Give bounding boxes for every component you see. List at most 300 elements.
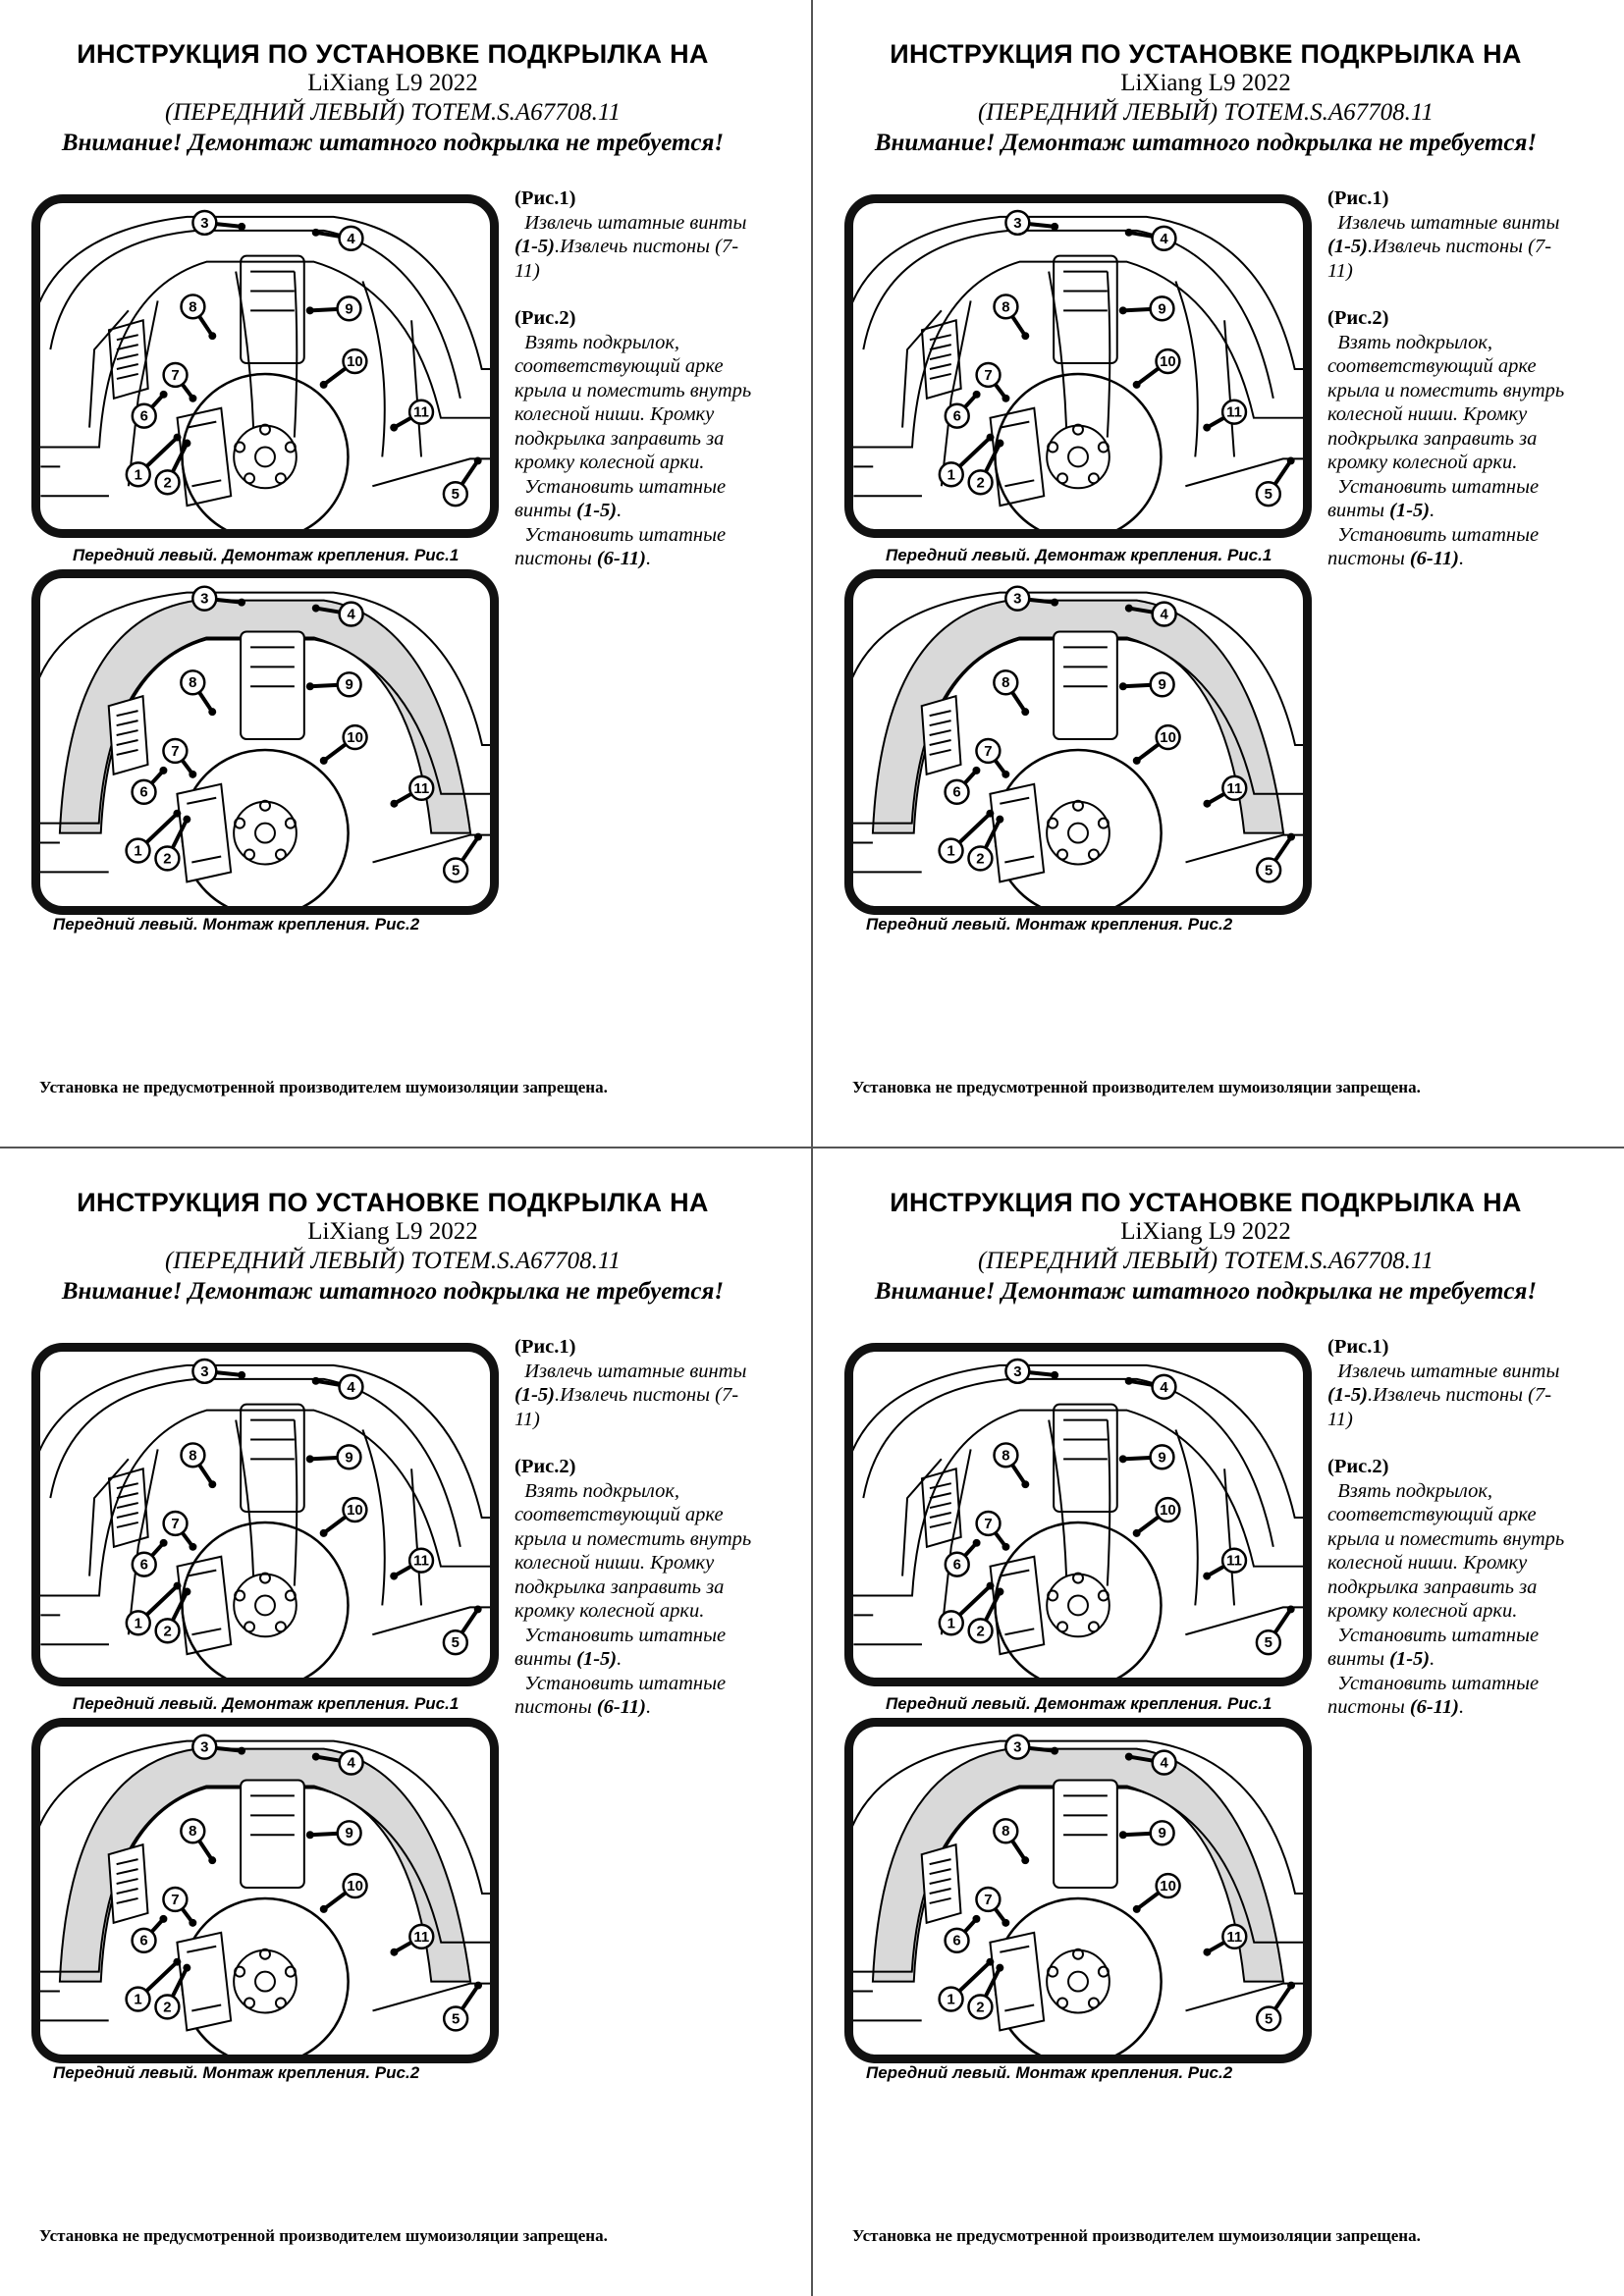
step1-line2: .Извлечь пистоны (7-: [554, 236, 739, 257]
callout-number: 1: [134, 1991, 142, 2008]
step2-line5: подкрылка заправить за: [514, 427, 725, 450]
callout-arrowhead: [208, 708, 216, 716]
callout-number: 9: [345, 301, 353, 318]
callout-number: 9: [1158, 676, 1166, 694]
callout-number: 6: [952, 1557, 961, 1574]
callout-number: 3: [1013, 1363, 1022, 1380]
callout-number: 2: [163, 1624, 172, 1640]
step1-line3: 11): [1327, 259, 1353, 282]
step2-line3: крыла и поместить внутрь: [514, 379, 752, 401]
step2-line1: Взять подкрылок,: [524, 331, 680, 353]
callout-arrowhead: [972, 767, 980, 774]
callout-arrowhead: [1133, 757, 1141, 765]
callout-arrowhead: [238, 599, 245, 607]
step3-line2: винты: [1327, 500, 1390, 521]
callout-arrowhead: [160, 391, 168, 399]
step4-line1: Установить штатные: [524, 1672, 727, 1694]
callout-number: 4: [1160, 1754, 1168, 1772]
wheel-arch-diagram-2: [40, 1727, 490, 2055]
step4-period: .: [645, 1696, 652, 1718]
callout-arrowhead: [997, 440, 1004, 448]
wheel-arch-diagram-1: [40, 1352, 490, 1678]
car-model: LiXiang L9 2022: [1120, 1218, 1291, 1245]
callout-arrowhead: [1203, 800, 1211, 808]
callout-number: 7: [984, 1516, 993, 1532]
callout-arrowhead: [986, 1958, 994, 1966]
footer-notice: Установка не предусмотренной производителем шумоизоляции запрещена.: [39, 1078, 608, 1096]
fig1-label: (Рис.1): [1327, 1336, 1389, 1358]
callout-number: 1: [947, 467, 955, 484]
step2-line6: кромку колесной арки.: [514, 1600, 705, 1622]
step4-period: .: [1458, 548, 1465, 569]
step1-line2: .Извлечь пистоны (7-: [1367, 236, 1552, 257]
callout-number: 11: [413, 1553, 429, 1570]
callout-arrowhead: [1119, 1831, 1127, 1839]
callout-arrowhead: [189, 771, 196, 778]
callout-number: 11: [413, 779, 430, 797]
callout-arrowhead: [306, 306, 314, 314]
step3-period: .: [617, 1648, 623, 1670]
callout-arrowhead: [1287, 456, 1295, 464]
step1-line3: 11): [514, 259, 540, 282]
callout-number: 3: [200, 1738, 209, 1756]
fig1-label: (Рис.1): [514, 1336, 576, 1358]
step3-screws-range: (1-5): [1389, 1648, 1431, 1670]
callout-number: 4: [1160, 1379, 1168, 1396]
callout-arrowhead: [1021, 708, 1029, 716]
callout-arrowhead: [174, 434, 182, 442]
callout-number: 1: [134, 1616, 142, 1632]
callout-arrowhead: [306, 1831, 314, 1839]
sheet-title: ИНСТРУКЦИЯ ПО УСТАНОВКЕ ПОДКРЫЛКА НА: [890, 1188, 1522, 1217]
step3-line1: Установить штатные: [524, 475, 727, 498]
callout-number: 7: [171, 742, 180, 760]
callout-arrowhead: [306, 1455, 314, 1463]
step2-line6: кромку колесной арки.: [514, 452, 705, 473]
figure-2-installation: [844, 569, 1312, 915]
callout-arrowhead: [390, 1949, 398, 1956]
callout-arrowhead: [1119, 682, 1127, 690]
callout-number: 9: [1158, 1450, 1166, 1467]
step4-pistons-range: (6-11): [596, 1696, 646, 1718]
callout-arrowhead: [174, 1582, 182, 1590]
callout-arrowhead: [972, 1915, 980, 1923]
callout-arrowhead: [1051, 599, 1058, 607]
callout-arrowhead: [1001, 395, 1009, 402]
callout-number: 9: [1158, 301, 1166, 318]
figure-1-removal: [844, 194, 1312, 538]
step4-line2: пистоны: [1327, 1696, 1410, 1718]
callout-arrowhead: [183, 816, 190, 824]
sheet-header: [20, 39, 766, 159]
callout-number: 10: [1160, 729, 1176, 746]
figure-1-removal: [31, 194, 499, 538]
callout-number: 2: [163, 1999, 172, 2016]
callout-arrowhead: [390, 800, 398, 808]
callout-arrowhead: [1203, 1949, 1211, 1956]
callout-number: 7: [171, 367, 180, 384]
step1-screws-range: (1-5): [514, 1384, 555, 1406]
callout-number: 9: [345, 1825, 353, 1842]
part-number: (ПЕРЕДНИЙ ЛЕВЫЙ) TOTEM.S.A67708.11: [977, 99, 1435, 126]
callout-number: 5: [1264, 487, 1272, 504]
sheet-header: [833, 39, 1579, 159]
step3-screws-range: (1-5): [1389, 500, 1431, 521]
figure-2-caption: Передний левый. Монтаж крепления. Рис.2: [866, 2063, 1233, 2082]
callout-number: 1: [134, 467, 142, 484]
callout-arrowhead: [987, 434, 995, 442]
figure-1-caption: Передний левый. Демонтаж крепления. Рис.1: [886, 546, 1272, 564]
callout-arrowhead: [320, 757, 328, 765]
callout-number: 7: [171, 1516, 180, 1532]
step2-line1: Взять подкрылок,: [524, 1479, 680, 1502]
figure-2-caption: Передний левый. Монтаж крепления. Рис.2: [53, 2063, 420, 2082]
callout-number: 6: [952, 1932, 961, 1949]
callout-number: 3: [200, 1363, 209, 1380]
callout-number: 5: [451, 2010, 460, 2028]
callout-arrowhead: [159, 1915, 167, 1923]
callout-number: 5: [1264, 1635, 1272, 1652]
callout-number: 10: [1160, 1878, 1176, 1895]
callout-arrowhead: [1287, 1982, 1295, 1990]
callout-number: 11: [1226, 1928, 1243, 1946]
callout-arrowhead: [1119, 1455, 1127, 1463]
step3-line2: винты: [514, 500, 577, 521]
step2-line3: крыла и поместить внутрь: [1327, 1527, 1565, 1550]
callout-number: 1: [947, 1616, 955, 1632]
step3-line1: Установить штатные: [1337, 1624, 1540, 1646]
callout-number: 4: [347, 606, 355, 623]
instructions-text: [514, 187, 780, 571]
step2-line4: колесной ниши. Кромку: [1327, 403, 1528, 425]
step1-line2: .Извлечь пистоны (7-: [554, 1384, 739, 1406]
instruction-sheet: [0, 1148, 811, 2295]
callout-number: 8: [189, 299, 197, 316]
fig2-label: (Рис.2): [1327, 1456, 1389, 1477]
callout-number: 4: [347, 1379, 355, 1396]
callout-arrowhead: [312, 229, 320, 237]
callout-arrowhead: [1021, 1480, 1029, 1488]
callout-number: 1: [134, 842, 142, 860]
callout-number: 3: [200, 590, 209, 608]
callout-arrowhead: [312, 1753, 320, 1761]
callout-arrowhead: [208, 1480, 216, 1488]
callout-arrowhead: [996, 816, 1003, 824]
step1-screws-range: (1-5): [1327, 236, 1368, 257]
callout-number: 11: [1226, 404, 1242, 421]
callout-arrowhead: [986, 810, 994, 818]
sheet-header: [833, 1188, 1579, 1308]
callout-arrowhead: [159, 767, 167, 774]
footer-notice: Установка не предусмотренной производителем шумоизоляции запрещена.: [852, 2226, 1421, 2245]
callout-number: 7: [171, 1891, 180, 1908]
callout-arrowhead: [320, 1529, 328, 1537]
callout-number: 3: [200, 215, 209, 232]
callout-arrowhead: [184, 440, 191, 448]
car-model: LiXiang L9 2022: [307, 1218, 478, 1245]
figure-2-installation: [31, 569, 499, 915]
callout-arrowhead: [1125, 229, 1133, 237]
callout-number: 8: [1001, 1448, 1010, 1465]
callout-number: 5: [451, 1635, 460, 1652]
callout-number: 6: [952, 408, 961, 425]
figure-1-caption: Передний левый. Демонтаж крепления. Рис.1: [73, 1694, 460, 1713]
callout-arrowhead: [973, 1539, 981, 1547]
callout-number: 6: [139, 1557, 148, 1574]
step4-line2: пистоны: [514, 548, 597, 569]
wheel-arch-diagram-2: [853, 1727, 1303, 2055]
callout-arrowhead: [183, 1964, 190, 1972]
step1-screws-range: (1-5): [1327, 1384, 1368, 1406]
warning-text: Внимание! Демонтаж штатного подкрылка не требуется!: [874, 1278, 1538, 1305]
callout-arrowhead: [474, 833, 482, 841]
step2-line1: Взять подкрылок,: [1337, 331, 1493, 353]
sheet-header: [20, 1188, 766, 1308]
callout-number: 6: [139, 1932, 148, 1949]
callout-number: 3: [1013, 215, 1022, 232]
footer-notice: Установка не предусмотренной производителем шумоизоляции запрещена.: [852, 1078, 1421, 1096]
step1-line1: Извлечь штатные винты: [1337, 211, 1560, 234]
sheet-title: ИНСТРУКЦИЯ ПО УСТАНОВКЕ ПОДКРЫЛКА НА: [890, 39, 1522, 69]
wheel-arch-diagram-1: [853, 1352, 1303, 1678]
callout-number: 5: [451, 487, 460, 504]
step3-period: .: [617, 500, 623, 521]
warning-text: Внимание! Демонтаж штатного подкрылка не требуется!: [61, 130, 725, 156]
callout-number: 1: [947, 842, 955, 860]
figure-2-caption: Передний левый. Монтаж крепления. Рис.2: [53, 915, 420, 934]
callout-arrowhead: [997, 1588, 1004, 1596]
callout-arrowhead: [238, 1747, 245, 1755]
step2-line3: крыла и поместить внутрь: [514, 1527, 752, 1550]
callout-arrowhead: [1021, 332, 1029, 340]
callout-number: 2: [163, 850, 172, 868]
callout-number: 2: [976, 850, 985, 868]
part-number: (ПЕРЕДНИЙ ЛЕВЫЙ) TOTEM.S.A67708.11: [164, 99, 622, 126]
callout-arrowhead: [987, 1582, 995, 1590]
step2-line2: соответствующий арке: [1327, 355, 1537, 377]
callout-number: 4: [347, 231, 355, 247]
callout-number: 11: [413, 1928, 430, 1946]
callout-arrowhead: [1133, 1529, 1141, 1537]
figure-1-removal: [31, 1343, 499, 1686]
callout-arrowhead: [1051, 1747, 1058, 1755]
step4-period: .: [645, 548, 652, 569]
callout-arrowhead: [208, 1856, 216, 1864]
callout-number: 8: [1001, 1823, 1010, 1841]
fig1-label: (Рис.1): [1327, 187, 1389, 209]
callout-number: 10: [1160, 1503, 1176, 1519]
callout-number: 2: [976, 475, 985, 492]
callout-arrowhead: [238, 1371, 245, 1379]
sheet-title: ИНСТРУКЦИЯ ПО УСТАНОВКЕ ПОДКРЫЛКА НА: [77, 1188, 709, 1217]
callout-arrowhead: [1287, 833, 1295, 841]
step4-line2: пистоны: [514, 1696, 597, 1718]
callout-arrowhead: [1021, 1856, 1029, 1864]
callout-number: 11: [1226, 779, 1243, 797]
step2-line2: соответствующий арке: [514, 1504, 724, 1525]
callout-number: 7: [984, 742, 993, 760]
callout-arrowhead: [1001, 771, 1009, 778]
instructions-text: [1327, 1335, 1593, 1720]
callout-number: 8: [189, 674, 197, 692]
callout-number: 7: [984, 367, 993, 384]
callout-arrowhead: [1203, 1573, 1211, 1580]
callout-arrowhead: [312, 1377, 320, 1385]
callout-arrowhead: [1051, 1371, 1058, 1379]
callout-arrowhead: [973, 391, 981, 399]
callout-number: 10: [1160, 354, 1176, 370]
callout-arrowhead: [474, 456, 482, 464]
callout-number: 5: [1264, 2010, 1273, 2028]
callout-arrowhead: [312, 605, 320, 613]
instruction-sheet: [813, 1148, 1624, 2295]
callout-number: 6: [139, 408, 148, 425]
step3-line1: Установить штатные: [524, 1624, 727, 1646]
callout-number: 2: [163, 475, 172, 492]
fig2-label: (Рис.2): [1327, 307, 1389, 329]
step1-line1: Извлечь штатные винты: [524, 1360, 747, 1382]
fig2-label: (Рис.2): [514, 1456, 576, 1477]
step1-line3: 11): [1327, 1408, 1353, 1430]
step1-line2: .Извлечь пистоны (7-: [1367, 1384, 1552, 1406]
step4-period: .: [1458, 1696, 1465, 1718]
callout-number: 8: [189, 1448, 197, 1465]
step4-line1: Установить штатные: [524, 523, 727, 546]
callout-number: 6: [139, 783, 148, 801]
callout-arrowhead: [189, 1543, 196, 1551]
callout-number: 9: [345, 1450, 353, 1467]
callout-number: 10: [347, 1878, 363, 1895]
step2-line1: Взять подкрылок,: [1337, 1479, 1493, 1502]
callout-arrowhead: [390, 1573, 398, 1580]
wheel-arch-diagram-1: [853, 203, 1303, 529]
step3-period: .: [1430, 500, 1435, 521]
step2-line3: крыла и поместить внутрь: [1327, 379, 1565, 401]
step4-pistons-range: (6-11): [1409, 1696, 1459, 1718]
callout-arrowhead: [1133, 1905, 1141, 1913]
step1-line1: Извлечь штатные винты: [524, 211, 747, 234]
callout-number: 5: [451, 862, 460, 880]
callout-number: 3: [1013, 1738, 1022, 1756]
callout-arrowhead: [320, 1905, 328, 1913]
step4-pistons-range: (6-11): [596, 548, 646, 569]
car-model: LiXiang L9 2022: [307, 70, 478, 96]
callout-arrowhead: [173, 1958, 181, 1966]
step2-line2: соответствующий арке: [514, 355, 724, 377]
callout-number: 1: [947, 1991, 955, 2008]
callout-arrowhead: [184, 1588, 191, 1596]
callout-number: 11: [413, 404, 429, 421]
step3-period: .: [1430, 1648, 1435, 1670]
step3-line2: винты: [514, 1648, 577, 1670]
step3-line2: винты: [1327, 1648, 1390, 1670]
fig1-label: (Рис.1): [514, 187, 576, 209]
step3-screws-range: (1-5): [576, 1648, 618, 1670]
callout-arrowhead: [1203, 424, 1211, 432]
step3-line1: Установить штатные: [1337, 475, 1540, 498]
warning-text: Внимание! Демонтаж штатного подкрылка не требуется!: [874, 130, 1538, 156]
wheel-arch-diagram-2: [40, 578, 490, 906]
callout-arrowhead: [1125, 1377, 1133, 1385]
step2-line4: колесной ниши. Кромку: [514, 403, 715, 425]
wheel-arch-diagram-1: [40, 203, 490, 529]
step2-line6: кромку колесной арки.: [1327, 1600, 1518, 1622]
callout-arrowhead: [238, 223, 245, 231]
callout-number: 4: [1160, 606, 1168, 623]
callout-number: 8: [1001, 674, 1010, 692]
instructions-text: [1327, 187, 1593, 571]
callout-arrowhead: [173, 810, 181, 818]
callout-arrowhead: [1001, 1919, 1009, 1927]
callout-arrowhead: [306, 682, 314, 690]
fig2-label: (Рис.2): [514, 307, 576, 329]
figure-2-installation: [31, 1718, 499, 2063]
callout-number: 10: [347, 354, 363, 370]
callout-number: 7: [984, 1891, 993, 1908]
sheet-title: ИНСТРУКЦИЯ ПО УСТАНОВКЕ ПОДКРЫЛКА НА: [77, 39, 709, 69]
callout-number: 10: [347, 1503, 363, 1519]
callout-arrowhead: [1051, 223, 1058, 231]
callout-number: 4: [347, 1754, 355, 1772]
callout-number: 5: [1264, 862, 1273, 880]
step2-line5: подкрылка заправить за: [1327, 427, 1538, 450]
instruction-sheet: [813, 0, 1624, 1147]
figure-2-installation: [844, 1718, 1312, 2063]
instructions-text: [514, 1335, 780, 1720]
callout-number: 6: [952, 783, 961, 801]
warning-text: Внимание! Демонтаж штатного подкрылка не требуется!: [61, 1278, 725, 1305]
step1-line1: Извлечь штатные винты: [1337, 1360, 1560, 1382]
callout-number: 4: [1160, 231, 1168, 247]
step4-line1: Установить штатные: [1337, 1672, 1540, 1694]
callout-arrowhead: [1133, 381, 1141, 389]
step2-line4: колесной ниши. Кромку: [1327, 1552, 1528, 1574]
wheel-arch-diagram-2: [853, 578, 1303, 906]
step1-line3: 11): [514, 1408, 540, 1430]
figure-1-removal: [844, 1343, 1312, 1686]
car-model: LiXiang L9 2022: [1120, 70, 1291, 96]
callout-number: 8: [1001, 299, 1010, 316]
callout-number: 10: [347, 729, 363, 746]
callout-number: 2: [976, 1999, 985, 2016]
step1-screws-range: (1-5): [514, 236, 555, 257]
step3-screws-range: (1-5): [576, 500, 618, 521]
callout-arrowhead: [320, 381, 328, 389]
callout-arrowhead: [474, 1982, 482, 1990]
callout-arrowhead: [1125, 605, 1133, 613]
figure-1-caption: Передний левый. Демонтаж крепления. Рис.1: [73, 546, 460, 564]
instruction-sheet: [0, 0, 811, 1147]
step4-line2: пистоны: [1327, 548, 1410, 569]
callout-number: 8: [189, 1823, 197, 1841]
step2-line6: кромку колесной арки.: [1327, 452, 1518, 473]
figure-1-caption: Передний левый. Демонтаж крепления. Рис.1: [886, 1694, 1272, 1713]
step4-line1: Установить штатные: [1337, 523, 1540, 546]
callout-arrowhead: [1125, 1753, 1133, 1761]
callout-number: 3: [1013, 590, 1022, 608]
part-number: (ПЕРЕДНИЙ ЛЕВЫЙ) TOTEM.S.A67708.11: [977, 1248, 1435, 1274]
step2-line4: колесной ниши. Кромку: [514, 1552, 715, 1574]
callout-number: 9: [1158, 1825, 1166, 1842]
callout-number: 2: [976, 1624, 985, 1640]
callout-number: 9: [345, 676, 353, 694]
callout-arrowhead: [1001, 1543, 1009, 1551]
callout-arrowhead: [1119, 306, 1127, 314]
step2-line5: подкрылка заправить за: [1327, 1575, 1538, 1598]
part-number: (ПЕРЕДНИЙ ЛЕВЫЙ) TOTEM.S.A67708.11: [164, 1248, 622, 1274]
step2-line2: соответствующий арке: [1327, 1504, 1537, 1525]
callout-arrowhead: [390, 424, 398, 432]
